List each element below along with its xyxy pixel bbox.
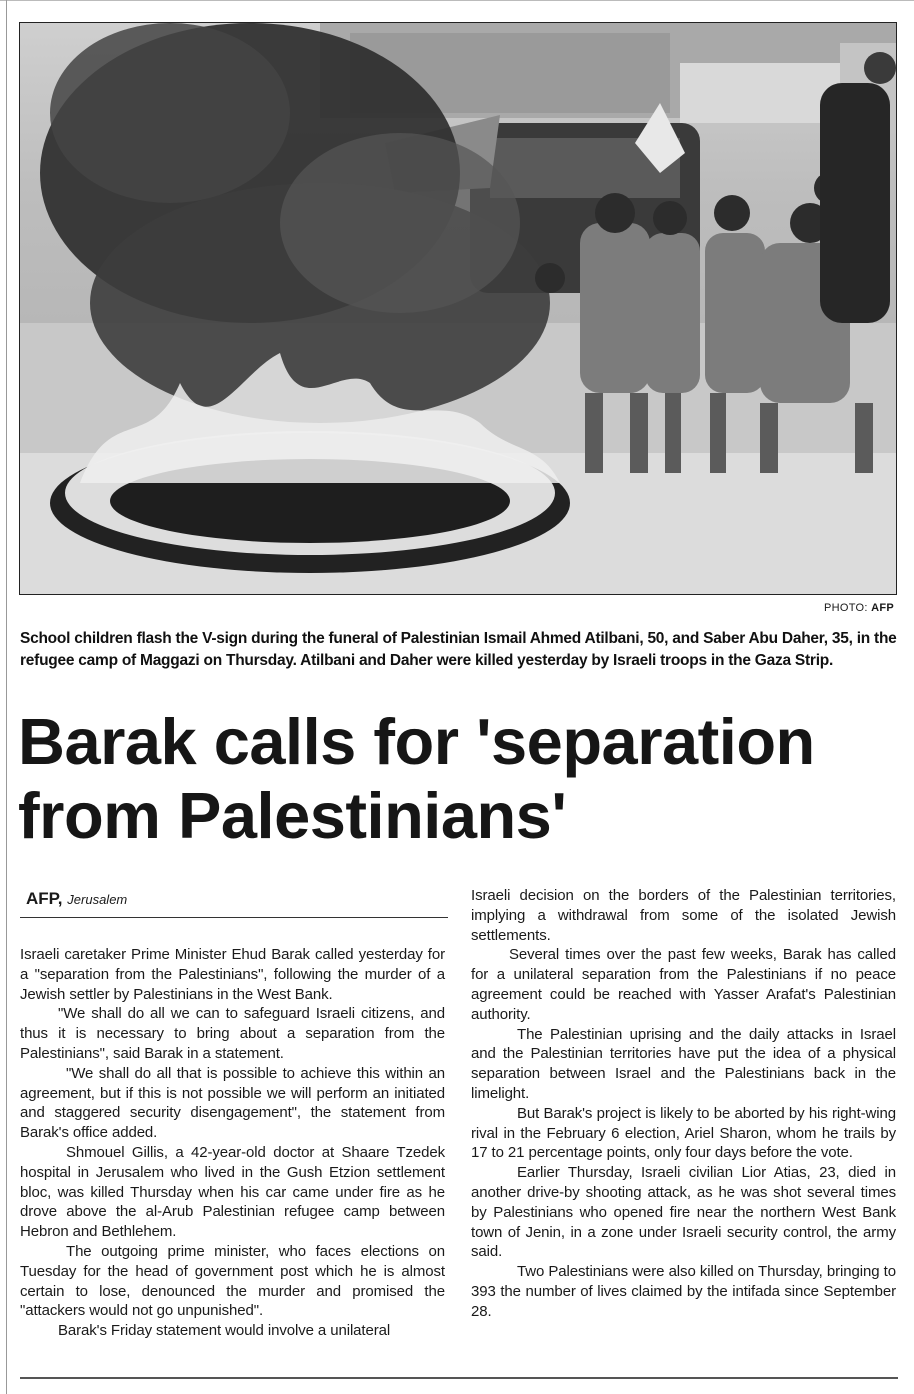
photo-credit: [824, 602, 894, 614]
photo-credit-prefix: PHOTO:: [823, 602, 868, 614]
byline-location: Jerusalem: [67, 892, 128, 907]
headline: Barak calls for 'separation from Palestinians': [18, 705, 815, 852]
paragraph: Two Palestinians were also killed on Thursday, bringing to 393 the number of lives claimed by the intifada since September 28.: [471, 1263, 896, 1320]
paragraph: Barak's Friday statement would involve a unilateral: [58, 1322, 391, 1340]
paragraph: "We shall do all we can to safeguard Israeli citizens, and thus it is necessary to bring about a separation from the Palestinians", said Barak in a statement.: [20, 1005, 445, 1062]
top-border: [0, 0, 914, 1]
article-column-2: [471, 886, 896, 1322]
paragraph: Earlier Thursday, Israeli civilian Lior Atias, 23, died in another drive-by shooting attack, as he was shot several times by Palestinians who opened fire near the northern West Bank town of Jenin, in a zone under Israeli security control, the army said.: [471, 1164, 896, 1261]
paragraph: But Barak's project is likely to be aborted by his right-wing rival in the February 6 election, Ariel Sharon, whom he trails by 17 to 21 percentage points, only four days before the vote.: [471, 1104, 896, 1162]
byline-rule: [20, 917, 448, 918]
article-column-1: [20, 945, 445, 1341]
photo-caption: School children flash the V-sign during the funeral of Palestinian Ismail Ahmed Atilbani, 50, and Saber Abu Daher, 35, in the refugee camp of Maggazi on Thursday. Atilbani and Daher were killed yesterday by Israeli troops in the Gaza Strip.: [20, 630, 897, 669]
news-photo: [19, 22, 897, 595]
byline-agency: AFP,: [26, 889, 63, 908]
paragraph: Israeli caretaker Prime Minister Ehud Barak called yesterday for a "separation from the Palestinians", following the murder of a Jewish settler by Palestinians in the West Bank.: [20, 946, 445, 1003]
paragraph: The Palestinian uprising and the daily attacks in Israel and the Palestinian territories have put the idea of a physical separation between Israel and the Palestinians back in the limelight.: [471, 1025, 896, 1102]
photo-illustration: [20, 23, 897, 595]
paragraph: "We shall do all that is possible to achieve this within an agreement, but if this is not possible we will perform an initiated and staggered security disengagement", the statement from Barak's office added.: [20, 1064, 445, 1142]
left-border: [6, 0, 7, 1394]
paragraph: Shmouel Gillis, a 42-year-old doctor at Shaare Tzedek hospital in Jerusalem who lived in the Gush Etzion settlement bloc, was killed Thursday when his car came under fire as he drove above the al-Arub Palestinian refugee camp between Hebron and Bethlehem.: [20, 1143, 445, 1241]
photo-credit-source: AFP: [871, 602, 894, 614]
byline: [26, 889, 127, 909]
paragraph: Several times over the past few weeks, Barak has called for a unilateral separation from the Palestinians if no peace agreement could be reached with Yasser Arafat's Palestinian authority.: [471, 946, 896, 1023]
paragraph: The outgoing prime minister, who faces elections on Tuesday for the head of government post which he is almost certain to lose, denounced the murder and promised the "attackers would not go unpunished".: [20, 1242, 445, 1320]
paragraph: Israeli decision on the borders of the Palestinian territories, implying a withdrawal from some of the isolated Jewish settlements.: [471, 887, 896, 944]
bottom-rule: [20, 1377, 898, 1379]
